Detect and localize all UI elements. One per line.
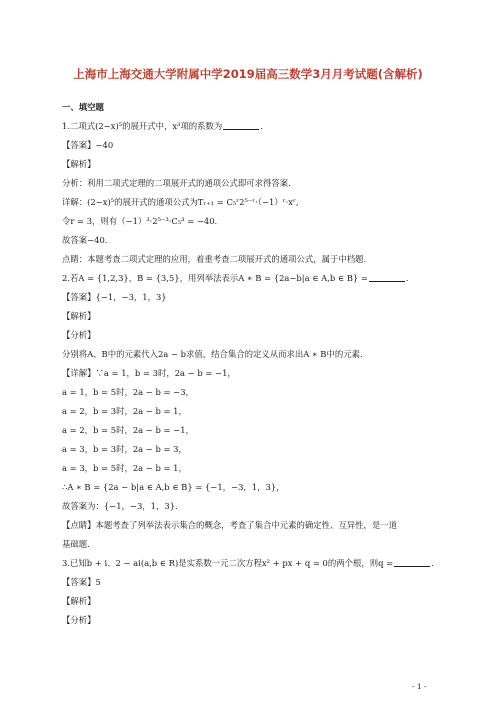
answer-line: 【答案】{−1，−3，1，3}	[62, 292, 167, 302]
analysis-heading: 【解析】	[62, 311, 96, 321]
solution-line: ∴A ∗ B = {2a − b|a ∈ A,b ∈ B} = {−1，−3，1，3}，	[62, 482, 285, 492]
solution-line: a = 2，b = 5时，2a − b = −1，	[62, 425, 194, 435]
question-1	[62, 121, 263, 131]
solution-line: 令r = 3，则有（−1）³·2⁵⁻³·C₅³ = −40.	[62, 216, 218, 226]
answer-blank	[394, 558, 430, 567]
question-1-tail: .	[260, 121, 263, 131]
solution-line: a = 2，b = 3时，2a − b = 1，	[62, 406, 187, 416]
conclusion-line: 故答案为：{−1，−3，1，3}.	[62, 501, 178, 511]
answer-blank	[223, 121, 259, 130]
answer-line: 【答案】5	[62, 577, 101, 587]
analysis-text: 分析：利用二项式定理的二项展开式的通项公式即可求得答案.	[62, 178, 291, 188]
analysis-heading: 【解析】	[62, 159, 96, 169]
conclusion-line: 故答案−40.	[62, 235, 108, 245]
solution-line: a = 3，b = 5时，2a − b = 1，	[62, 463, 187, 473]
page-number: - 1 -	[412, 682, 427, 691]
question-2-tail: .	[405, 273, 409, 283]
question-2	[62, 273, 409, 283]
question-1-text: 1.二项式(2−x)⁵的展开式中，x³项的系数为	[62, 121, 223, 131]
question-2-text: 2.若A = {1,2,3}，B = {3,5}，用列举法表示A ∗ B = {2a−b|a ∈ A,b ∈ B} =	[62, 273, 368, 283]
analysis-text: 分别将A、B中的元素代入2a − b求值，结合集合的定义从而求出A ∗ B中的元素.	[62, 349, 363, 359]
analysis-heading: 【分析】	[62, 615, 96, 625]
comment-line: 【点睛】本题考查了列举法表示集合的概念，考查了集合中元素的确定性、互异性，是一道	[62, 520, 397, 530]
solution-line: a = 3，b = 3时，2a − b = 3，	[62, 444, 187, 454]
solution-line: a = 1，b = 5时，2a − b = −3，	[62, 387, 194, 397]
question-3	[62, 558, 434, 568]
solution-line: 详解：(2−x)⁵的展开式的通项公式为Tᵣ₊₁ = C₅ʳ2⁵⁻ʳ·（−1）ʳ·xʳ,	[62, 197, 299, 207]
comment-line: 基础题.	[62, 539, 90, 549]
question-3-text: 3.已知b + i、2 − ai(a,b ∈ R)是实系数一元二次方程x² + px + q = 0的两个根，则q =	[62, 558, 394, 568]
analysis-heading: 【解析】	[62, 596, 96, 606]
comment-line: 点睛：本题考查二项式定理的应用，着重考查二项展开式的通项公式，属于中档题.	[62, 254, 367, 264]
answer-blank	[369, 273, 405, 282]
question-3-tail: .	[431, 558, 434, 568]
answer-line: 【答案】−40	[62, 140, 114, 150]
analysis-heading: 【分析】	[62, 330, 96, 340]
document-title: 上海市上海交通大学附属中学2019届高三数学3月月考试题(含解析)	[73, 67, 423, 81]
section-heading: 一、填空题	[62, 102, 104, 112]
solution-line: 【详解】∵a = 1，b = 3时，2a − b = −1，	[62, 368, 236, 378]
